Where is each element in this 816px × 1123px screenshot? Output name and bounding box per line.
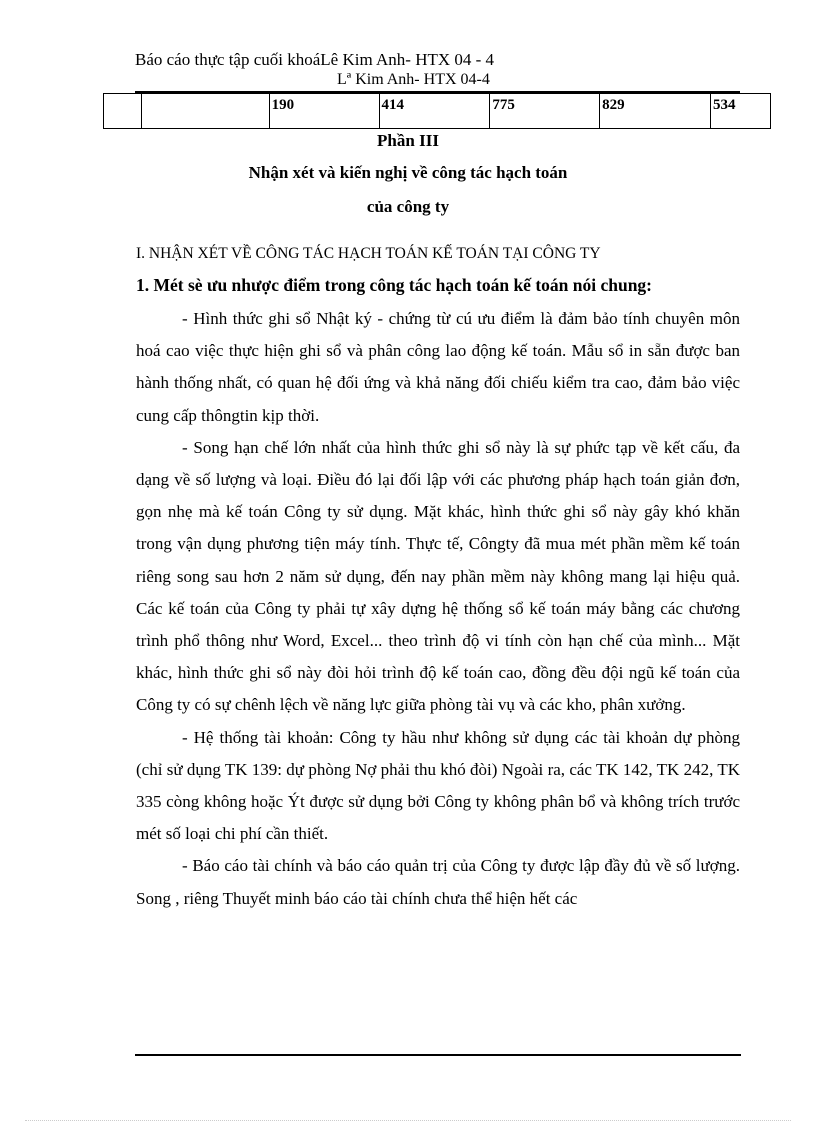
table-cell: 414 <box>379 94 490 129</box>
paragraph: - Hệ thống tài khoản: Công ty hầu như không sử dụng các tài khoản dự phòng (chỉ sử dụng TK 139: dự phòng Nợ phải thu khó đòi) Ngoài ra, các TK 142, TK 242, TK 335 còng không hoặc Ýt được sử dụng bởi Công ty không phân bổ và không trích trước mét số loại chi phí cần thiết. <box>136 727 740 844</box>
page-bottom-dotted-line <box>25 1120 791 1121</box>
paragraph: - Báo cáo tài chính và báo cáo quản trị của Công ty được lập đầy đủ về số lượng. Song , riêng Thuyết minh báo cáo tài chính chưa thể hiện hết các <box>136 856 740 908</box>
table-cell: 190 <box>269 94 379 129</box>
page-header-author: Lª Kim Anh- HTX 04-4 <box>337 71 490 88</box>
part-title: Phần III <box>377 131 439 150</box>
paragraph: - Hình thức ghi sổ Nhật ký - chứng từ cú ưu điểm là đảm bảo tính chuyên môn hoá cao việc thực hiện ghi sổ và phân công lao động kế toán. Mẫu sổ in sẵn được ban hành thống nhất, có quan hệ đối ứng và khả năng đối chiếu kiểm tra cao, đảm bảo việc cung cấp thôngtin kịp thời. <box>136 309 740 425</box>
table-cell: 534 <box>710 94 770 129</box>
footer-rule <box>135 1054 741 1056</box>
table-row <box>104 94 771 129</box>
table-cell: 829 <box>600 94 711 129</box>
table-cell <box>104 94 142 129</box>
table-cell <box>141 94 269 129</box>
body-text <box>136 303 740 915</box>
paragraph: - Song hạn chế lớn nhất của hình thức ghi sổ này là sự phức tạp về kết cấu, đa dạng về số lượng và loại. Điều đó lại đối lập với các phương pháp hạch toán giản đơn, gọn nhẹ mà kế toán Công ty sử dụng. Mặt khác, hình thức ghi sổ này gây khó khăn trong vận dụng phương tiện máy tính. Thực tế, Côngty đã mua mét phần mềm kế toán riêng song sau hơn 2 năm sử dụng, đến nay phần mềm này không mang lại hiệu quả. Các kế toán của Công ty phải tự xây dựng hệ thống sổ kế toán máy bằng các chương trình phổ thông như Word, Excel... theo trình độ vi tính còn hạn chế của mình... Mặt khác, hình thức ghi sổ này đòi hỏi trình độ kế toán cao, đồng đều đội ngũ kế toán của Công ty có sự chênh lệch về năng lực giữa phòng tài vụ và các kho, phân xưởng. <box>136 437 740 715</box>
table-cell: 775 <box>490 94 600 129</box>
sub-heading: 1. Mét sè ưu nhược điểm trong công tác hạch toán kế toán nói chung: <box>136 275 653 295</box>
data-table <box>103 93 771 129</box>
chapter-heading-continued: của công ty <box>366 197 450 216</box>
section-heading: I. NHẬN XÉT VỀ CÔNG TÁC HẠCH TOÁN KẾ TOÁN TẠI CÔNG TY <box>136 245 601 262</box>
page-header-title: Báo cáo thực tập cuối khoáLê Kim Anh- HTX 04 - 4 <box>135 50 495 69</box>
chapter-heading: Nhận xét và kiến nghị về công tác hạch toán <box>248 163 568 182</box>
